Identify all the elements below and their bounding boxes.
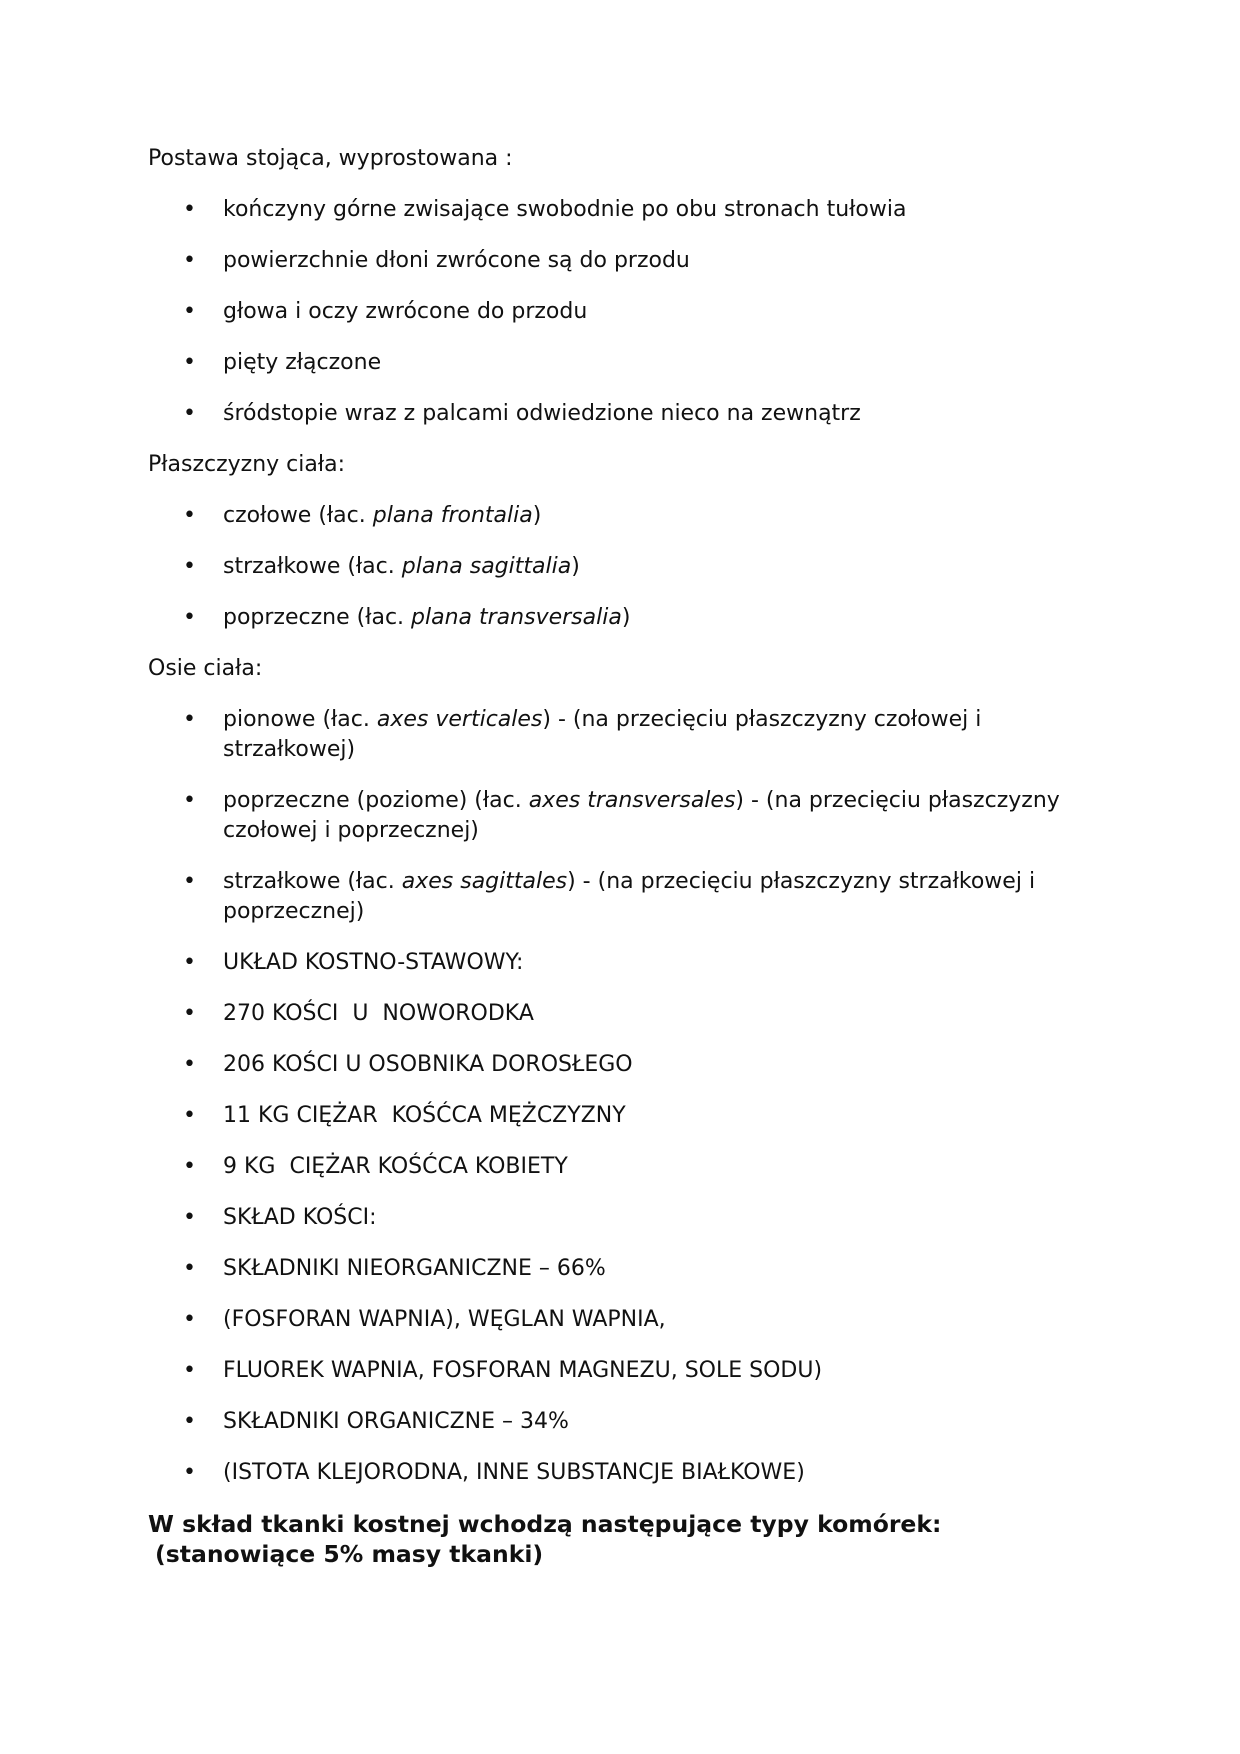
bullet-icon: • [183, 1460, 196, 1485]
list-item [148, 948, 1098, 978]
document-content [148, 144, 1098, 1569]
list-item-text: SKŁADNIKI NIEORGANICZNE – 66% [223, 1256, 606, 1281]
bullet-icon: • [183, 401, 196, 426]
bullet-icon: • [183, 1205, 196, 1230]
list-item-text: głowa i oczy zwrócone do przodu [223, 299, 588, 324]
latin-term: axes sagittales [401, 869, 568, 894]
bullet-icon: • [183, 299, 196, 324]
list-item-text: powierzchnie dłoni zwrócone są do przodu [223, 248, 690, 273]
bullet-icon: • [183, 950, 196, 975]
skeletal-system-list [148, 948, 1098, 1488]
list-item-text: 270 KOŚCI U NOWORODKA [223, 1001, 534, 1026]
list-item [148, 1407, 1098, 1437]
list-item-text: SKŁADNIKI ORGANICZNE – 34% [223, 1409, 569, 1434]
list-item-text: (FOSFORAN WAPNIA), WĘGLAN WAPNIA, [223, 1307, 666, 1332]
latin-term: axes transversales [528, 788, 736, 813]
list-item-text: (ISTOTA KLEJORODNA, INNE SUBSTANCJE BIAŁKOWE) [223, 1460, 805, 1485]
bullet-icon: • [183, 1409, 196, 1434]
list-item [148, 1152, 1098, 1182]
list-item [148, 399, 1098, 429]
list-item-text: strzałkowe (łac. [223, 554, 402, 579]
bullet-icon: • [183, 1256, 196, 1281]
list-item-text: 11 KG CIĘŻAR KOŚĆCA MĘŻCZYZNY [223, 1103, 626, 1128]
list-item [148, 786, 1098, 846]
posture-list [148, 195, 1098, 429]
list-item [148, 1203, 1098, 1233]
list-item [148, 1254, 1098, 1284]
bullet-icon: • [183, 869, 196, 894]
list-item [148, 705, 1098, 765]
list-item [148, 867, 1098, 927]
latin-term: axes verticales [376, 707, 543, 732]
list-item [148, 1305, 1098, 1335]
latin-term: plana sagittalia [401, 554, 572, 579]
section-heading-posture: Postawa stojąca, wyprostowana : [148, 146, 513, 171]
list-item-text-end: ) [621, 605, 631, 630]
planes-list [148, 501, 1098, 633]
list-item [148, 246, 1098, 276]
list-item [148, 552, 1098, 582]
bullet-icon: • [183, 350, 196, 375]
list-item [148, 501, 1098, 531]
bullet-icon: • [183, 1052, 196, 1077]
bullet-icon: • [183, 197, 196, 222]
list-item-text-end: ) - (na przecięciu płaszczyzny czołowej i strzałkowej) [223, 707, 982, 762]
list-item [148, 348, 1098, 378]
list-item [148, 1101, 1098, 1131]
list-item [148, 1050, 1098, 1080]
bone-cells-heading [148, 1509, 1098, 1569]
list-item [148, 999, 1098, 1029]
bullet-icon: • [183, 707, 196, 732]
list-item-text: pięty złączone [223, 350, 382, 375]
list-item-text: strzałkowe (łac. [223, 869, 402, 894]
bullet-icon: • [183, 788, 196, 813]
list-item-text-end: ) [571, 554, 580, 579]
list-item-text: 206 KOŚCI U OSOBNIKA DOROSŁEGO [223, 1052, 633, 1077]
list-item-text: poprzeczne (poziome) (łac. [223, 788, 529, 813]
list-item-text-end: ) [532, 503, 542, 528]
list-item-text: kończyny górne zwisające swobodnie po obu stronach tułowia [223, 197, 907, 222]
list-item-text: FLUOREK WAPNIA, FOSFORAN MAGNEZU, SOLE SODU) [223, 1358, 823, 1383]
bullet-icon: • [183, 1358, 196, 1383]
list-item-text-end: ) - (na przecięciu płaszczyzny czołowej i poprzecznej) [223, 788, 1060, 843]
list-item-text: pionowe (łac. [223, 707, 377, 732]
list-item [148, 1356, 1098, 1386]
list-item-text-end: ) - (na przecięciu płaszczyzny strzałkowej i poprzecznej) [223, 869, 1036, 924]
list-item-text: 9 KG CIĘŻAR KOŚĆCA KOBIETY [223, 1154, 568, 1179]
list-item [148, 603, 1098, 633]
list-item [148, 297, 1098, 327]
list-item [148, 1458, 1098, 1488]
list-item-text: czołowe (łac. [223, 503, 373, 528]
bullet-icon: • [183, 1001, 196, 1026]
bullet-icon: • [183, 248, 196, 273]
list-item-text: poprzeczne (łac. [223, 605, 412, 630]
bullet-icon: • [183, 1103, 196, 1128]
bone-cells-heading-line2: (stanowiące 5% masy tkanki) [155, 1540, 544, 1568]
section-heading-planes: Płaszczyzny ciała: [148, 452, 346, 477]
list-item-text: UKŁAD KOSTNO-STAWOWY: [223, 950, 524, 975]
bullet-icon: • [183, 1154, 196, 1179]
axes-list [148, 705, 1098, 927]
list-item-text: śródstopie wraz z palcami odwiedzione nieco na zewnątrz [223, 401, 861, 426]
bone-cells-heading-line1: W skład tkanki kostnej wchodzą następujące typy komórek: [148, 1510, 942, 1538]
bullet-icon: • [183, 605, 196, 630]
latin-term: plana transversalia [411, 605, 622, 630]
list-item [148, 195, 1098, 225]
section-heading-axes: Osie ciała: [148, 656, 263, 681]
bullet-icon: • [183, 1307, 196, 1332]
bullet-icon: • [183, 503, 196, 528]
latin-term: plana frontalia [372, 503, 533, 528]
bullet-icon: • [183, 554, 196, 579]
list-item-text: SKŁAD KOŚCI: [223, 1205, 377, 1230]
